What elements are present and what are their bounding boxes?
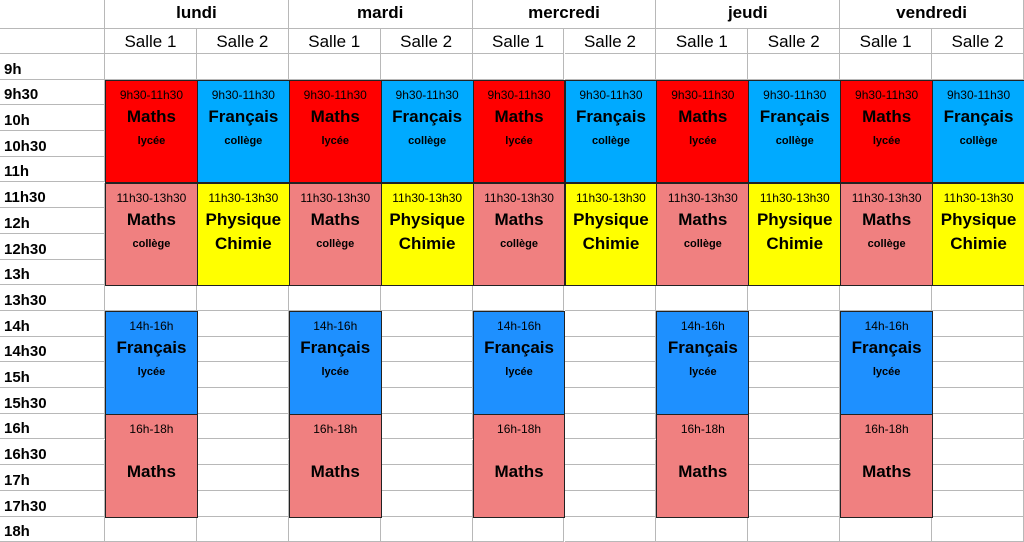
grid-cell — [381, 362, 473, 388]
course-level: lycée — [872, 134, 901, 147]
grid-cell — [748, 465, 840, 491]
course-subject: Maths — [310, 106, 360, 126]
course-level: lycée — [137, 134, 166, 147]
grid-cell — [932, 465, 1024, 491]
course-level: lycée — [872, 366, 901, 378]
grid-cell — [748, 414, 840, 440]
course-time: 14h-16h — [680, 319, 725, 333]
course-level: lycée — [689, 366, 717, 378]
grid-cell — [289, 285, 381, 311]
course-subject: Maths — [862, 209, 912, 229]
grid-cell — [197, 362, 289, 388]
room-header: Salle 1 — [656, 29, 748, 54]
course-time: 11h30-13h30 — [208, 190, 279, 205]
course-subject: Français — [851, 338, 922, 357]
course-block[interactable] — [473, 183, 566, 287]
course-subject: Maths — [678, 106, 728, 126]
grid-cell — [748, 517, 840, 542]
grid-cell — [381, 388, 473, 414]
course-block[interactable] — [656, 183, 749, 287]
course-block[interactable] — [840, 80, 933, 184]
course-subject: Maths — [862, 461, 912, 481]
grid-cell — [197, 517, 289, 542]
course-time: 9h30-11h30 — [119, 87, 184, 102]
course-time: 11h30-13h30 — [300, 190, 371, 205]
course-subject: Physique Chimie — [756, 209, 833, 253]
grid-cell — [381, 285, 473, 311]
day-header: jeudi — [656, 0, 840, 29]
grid-cell — [289, 54, 381, 80]
grid-cell — [381, 337, 473, 363]
grid-cell — [932, 54, 1024, 80]
course-time: 11h30-13h30 — [576, 190, 646, 205]
grid-cell — [381, 440, 473, 466]
course-subject: Maths — [494, 106, 544, 126]
grid-cell — [473, 285, 565, 311]
grid-cell — [748, 440, 840, 466]
grid-cell — [748, 54, 840, 80]
day-header: lundi — [105, 0, 289, 29]
room-header: Salle 2 — [932, 29, 1024, 54]
room-header: Salle 2 — [197, 29, 289, 54]
course-time: 16h-18h — [129, 421, 174, 436]
grid-cell — [565, 285, 657, 311]
grid-cell — [565, 388, 657, 414]
time-label: 11h — [0, 157, 105, 183]
course-block[interactable] — [932, 80, 1024, 184]
course-time: 9h30-11h30 — [211, 87, 275, 102]
course-subject: Maths — [126, 461, 176, 481]
course-time: 11h30-13h30 — [484, 190, 554, 205]
course-subject: Français — [667, 338, 738, 357]
course-time: 9h30-11h30 — [395, 87, 459, 102]
course-block[interactable] — [656, 311, 749, 415]
course-level: collège — [500, 237, 538, 250]
corner-cell — [0, 0, 105, 29]
course-level: collège — [683, 237, 722, 250]
grid-cell — [565, 311, 657, 337]
grid-cell — [840, 517, 932, 542]
grid-cell — [197, 285, 289, 311]
grid-cell — [932, 440, 1024, 466]
course-time: 14h-16h — [313, 319, 358, 333]
course-block[interactable] — [565, 80, 658, 184]
course-subject: Français — [575, 106, 646, 126]
course-time: 14h-16h — [129, 319, 174, 333]
course-level: lycée — [505, 134, 533, 147]
grid-cell — [840, 285, 932, 311]
course-time: 11h30-13h30 — [851, 190, 922, 205]
course-level: collège — [408, 134, 447, 147]
course-block[interactable] — [565, 183, 658, 287]
time-label: 9h30 — [0, 80, 105, 106]
course-block[interactable] — [381, 80, 474, 184]
course-time: 9h30-11h30 — [855, 87, 919, 102]
course-subject: Français — [208, 106, 279, 126]
grid-cell — [197, 54, 289, 80]
grid-cell — [197, 311, 289, 337]
grid-cell — [932, 491, 1024, 517]
course-block[interactable] — [289, 311, 382, 415]
grid-cell — [105, 517, 197, 542]
course-time: 14h-16h — [497, 319, 542, 333]
course-time: 9h30-11h30 — [946, 87, 1011, 102]
grid-cell — [197, 465, 289, 491]
course-subject: Maths — [310, 461, 360, 481]
course-time: 11h30-13h30 — [759, 190, 830, 205]
grid-cell — [381, 517, 473, 542]
grid-cell — [932, 311, 1024, 337]
course-level: collège — [316, 237, 355, 250]
grid-cell — [565, 54, 657, 80]
course-level: collège — [224, 134, 263, 147]
course-subject: Maths — [678, 461, 728, 481]
grid-cell — [565, 517, 657, 542]
grid-cell — [932, 414, 1024, 440]
course-level: lycée — [505, 366, 533, 378]
course-subject: Français — [300, 338, 371, 357]
course-block[interactable] — [289, 183, 382, 287]
room-header: Salle 1 — [289, 29, 381, 54]
course-block[interactable] — [289, 80, 382, 184]
course-subject: Français — [943, 106, 1014, 126]
time-label: 13h30 — [0, 285, 105, 311]
course-level: lycée — [137, 366, 166, 378]
grid-cell — [197, 337, 289, 363]
course-block[interactable] — [656, 414, 749, 518]
course-subject: Maths — [494, 209, 544, 229]
course-block[interactable] — [289, 414, 382, 518]
course-block[interactable] — [381, 183, 474, 287]
grid-cell — [656, 517, 748, 542]
time-label: 12h — [0, 208, 105, 234]
course-subject: Maths — [862, 106, 912, 126]
course-block[interactable] — [932, 183, 1024, 287]
grid-cell — [840, 54, 932, 80]
course-time: 9h30-11h30 — [579, 87, 643, 102]
day-header: mercredi — [473, 0, 657, 29]
course-time: 11h30-13h30 — [667, 190, 738, 205]
course-time: 16h-18h — [313, 421, 358, 436]
time-label: 15h30 — [0, 388, 105, 414]
grid-cell — [565, 465, 657, 491]
course-time: 9h30-11h30 — [303, 87, 367, 102]
course-block[interactable] — [748, 183, 841, 287]
course-block[interactable] — [748, 80, 841, 184]
room-header: Salle 2 — [381, 29, 473, 54]
time-label: 16h30 — [0, 440, 105, 466]
course-level: collège — [775, 134, 814, 147]
grid-cell — [197, 414, 289, 440]
time-label: 10h30 — [0, 131, 105, 157]
grid-cell — [748, 285, 840, 311]
grid-cell — [381, 491, 473, 517]
course-level: lycée — [321, 366, 349, 378]
day-header: mardi — [289, 0, 473, 29]
time-label: 17h30 — [0, 491, 105, 517]
grid-cell — [565, 337, 657, 363]
time-label: 12h30 — [0, 234, 105, 260]
time-label: 9h — [0, 54, 105, 80]
grid-cell — [748, 362, 840, 388]
course-level: collège — [867, 237, 906, 250]
course-subject: Français — [392, 106, 463, 126]
time-label: 11h30 — [0, 183, 105, 209]
grid-cell — [197, 388, 289, 414]
course-level: lycée — [321, 134, 349, 147]
course-block[interactable] — [197, 80, 290, 184]
course-time: 9h30-11h30 — [763, 87, 827, 102]
course-block[interactable] — [840, 183, 933, 287]
grid-cell — [381, 414, 473, 440]
course-time: 16h-18h — [497, 421, 542, 436]
grid-cell — [565, 440, 657, 466]
room-header: Salle 1 — [105, 29, 197, 54]
grid-cell — [656, 54, 748, 80]
course-level: collège — [132, 237, 171, 250]
grid-cell — [748, 388, 840, 414]
course-block[interactable] — [105, 414, 198, 518]
course-time: 11h30-13h30 — [943, 190, 1014, 205]
room-header: Salle 1 — [473, 29, 565, 54]
time-label: 17h — [0, 465, 105, 491]
grid-cell — [381, 465, 473, 491]
room-header: Salle 2 — [565, 29, 657, 54]
course-subject: Maths — [310, 209, 360, 229]
course-time: 16h-18h — [864, 421, 909, 436]
course-level: collège — [959, 134, 998, 147]
grid-cell — [932, 337, 1024, 363]
course-block[interactable] — [197, 183, 290, 287]
grid-cell — [565, 362, 657, 388]
grid-cell — [197, 491, 289, 517]
grid-cell — [932, 517, 1024, 542]
grid-cell — [381, 54, 473, 80]
grid-cell — [656, 285, 748, 311]
course-block[interactable] — [473, 414, 566, 518]
course-subject: Français — [759, 106, 830, 126]
grid-cell — [473, 54, 565, 80]
course-subject: Physique Chimie — [389, 209, 465, 253]
course-time: 16h-18h — [680, 421, 725, 436]
course-block[interactable] — [105, 311, 198, 415]
time-label: 13h — [0, 260, 105, 286]
course-subject: Maths — [678, 209, 728, 229]
course-level: lycée — [689, 134, 717, 147]
course-subject: Physique Chimie — [205, 209, 282, 253]
grid-cell — [565, 414, 657, 440]
time-label: 10h — [0, 105, 105, 131]
course-subject: Français — [484, 338, 554, 357]
time-label: 18h — [0, 517, 105, 542]
time-label: 14h30 — [0, 337, 105, 363]
course-time: 14h-16h — [864, 319, 909, 333]
time-label: 14h — [0, 311, 105, 337]
course-level: collège — [591, 134, 630, 147]
grid-cell — [748, 491, 840, 517]
grid-cell — [381, 311, 473, 337]
course-time: 11h30-13h30 — [392, 190, 463, 205]
course-subject: Maths — [126, 106, 176, 126]
grid-cell — [105, 54, 197, 80]
course-subject: Maths — [494, 461, 544, 481]
grid-cell — [565, 491, 657, 517]
course-time: 11h30-13h30 — [116, 190, 187, 205]
time-label: 16h — [0, 414, 105, 440]
grid-cell — [748, 337, 840, 363]
course-time: 9h30-11h30 — [487, 87, 551, 102]
course-block[interactable] — [840, 311, 933, 415]
corner-cell — [0, 29, 105, 54]
grid-cell — [932, 388, 1024, 414]
course-subject: Physique Chimie — [573, 209, 649, 253]
course-time: 9h30-11h30 — [671, 87, 735, 102]
day-header: vendredi — [840, 0, 1024, 29]
course-block[interactable] — [105, 183, 198, 287]
course-block[interactable] — [840, 414, 933, 518]
room-header: Salle 2 — [748, 29, 840, 54]
grid-cell — [105, 285, 197, 311]
grid-cell — [473, 517, 565, 542]
time-label: 15h — [0, 362, 105, 388]
grid-cell — [289, 517, 381, 542]
course-subject: Français — [116, 338, 187, 357]
course-subject: Physique Chimie — [940, 209, 1017, 253]
grid-cell — [197, 440, 289, 466]
course-subject: Maths — [126, 209, 176, 229]
course-block[interactable] — [473, 311, 566, 415]
grid-cell — [932, 285, 1024, 311]
grid-cell — [932, 362, 1024, 388]
course-block[interactable] — [105, 80, 198, 184]
course-block[interactable] — [656, 80, 749, 184]
room-header: Salle 1 — [840, 29, 932, 54]
grid-cell — [748, 311, 840, 337]
course-block[interactable] — [473, 80, 566, 184]
